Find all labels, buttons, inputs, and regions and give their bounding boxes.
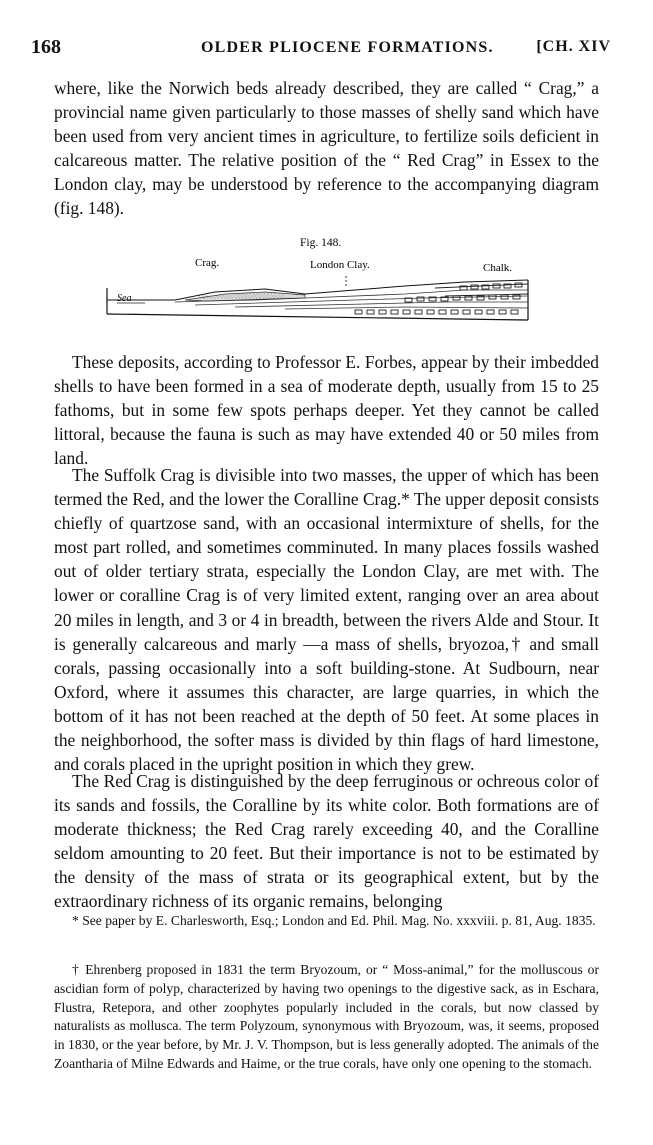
footnote-ehrenberg: † Ehrenberg proposed in 1831 the term Bryozoum, or “ Moss-animal,” for the molluscous or ascidian form of polyp, characterized by having two openings to the digestive sack, as in Eschara, Flustra, Retepora, and other zoophytes popularly included in the corals, but now classed by naturalists as mollusca. The term Polyzoum, synonymous with Bryozoum, was, it seems, proposed in 1830, or the year before, by Mr. J. V. Thompson, but is less generally adopted. The animals of the Zoantharia of Milne Edwards and Haime, or the true corals, have only one opening to the stomach. <box>54 962 599 1071</box>
page-number: 168 <box>31 36 61 58</box>
label-chalk: Chalk. <box>483 262 513 274</box>
paragraph-red-crag: The Red Crag is distinguished by the deep ferruginous or ochreous color of its sands and fossils, the Coralline by its white color. Both formations are of moderate thickness; the Red Crag rarely exceeding 40, and the Coralline seldom amounting to 20 feet. But their importance is not to be estimated by the density of the mass of strata or its geographical extent, but by the extraordinary richness of its organic remains, belonging <box>54 771 599 912</box>
label-crag: Crag. <box>195 257 220 269</box>
crag-section-diagram <box>105 234 535 330</box>
section-base-line <box>107 314 528 320</box>
paragraph-forbes: These deposits, according to Professor E. Forbes, appear by their imbedded shells to have been formed in a sea of moderate depth, usually from 15 to 25 fathoms, but in some few spots perhaps deeper. Yet they cannot be called littoral, because the fauna is such as may have extended 40 or 50 miles from land. <box>54 352 599 469</box>
paragraph-crag-intro: where, like the Norwich beds already described, they are called “ Crag,” a provincial name given particularly to those masses of shelly sand which have been used from very ancient times in agriculture, to fertilize soils deficient in calcareous matter. The relative position of the “ Red Crag” in Essex to the London clay, may be understood by reference to the accompanying diagram (fig. 148). <box>54 78 599 219</box>
footnote-charlesworth: * See paper by E. Charlesworth, Esq.; London and Ed. Phil. Mag. No. xxxviii. p. 81, Aug. 1835. <box>72 913 596 928</box>
paragraph-suffolk-crag: The Suffolk Crag is divisible into two masses, the upper of which has been termed the Red, and the lower the Coralline Crag.* The upper deposit consists chiefly of quartzose sand, with an occasional intermixture of shells, for the most part rolled, and sometimes comminuted. In many places fossils washed out of older tertiary strata, especially the London Clay, are met with. The lower or coralline Crag is of very limited extent, ranging over an area about 20 miles in length, and 3 or 4 in breadth, between the rivers Alde and Stour. It is generally calcareous and marly —a mass of shells, bryozoa,† and small corals, passing occasionally into a soft building-stone. At Sudbourn, near Oxford, where it assumes this character, are large quarries, in which the bottom of it has not been reached at the depth of 50 feet. At some places in the neighborhood, the softer mass is divided by thin flags of hard limestone, and corals placed in the upright position in which they grew. <box>54 465 599 775</box>
label-sea: Sea <box>117 293 132 304</box>
chapter-label: [CH. XIV <box>536 38 611 55</box>
figure-148 <box>105 234 535 330</box>
label-london-clay: London Clay. <box>310 259 370 271</box>
page-header <box>31 36 611 62</box>
figure-caption: Fig. 148. <box>300 237 342 249</box>
running-title: OLDER PLIOCENE FORMATIONS. <box>201 39 494 56</box>
